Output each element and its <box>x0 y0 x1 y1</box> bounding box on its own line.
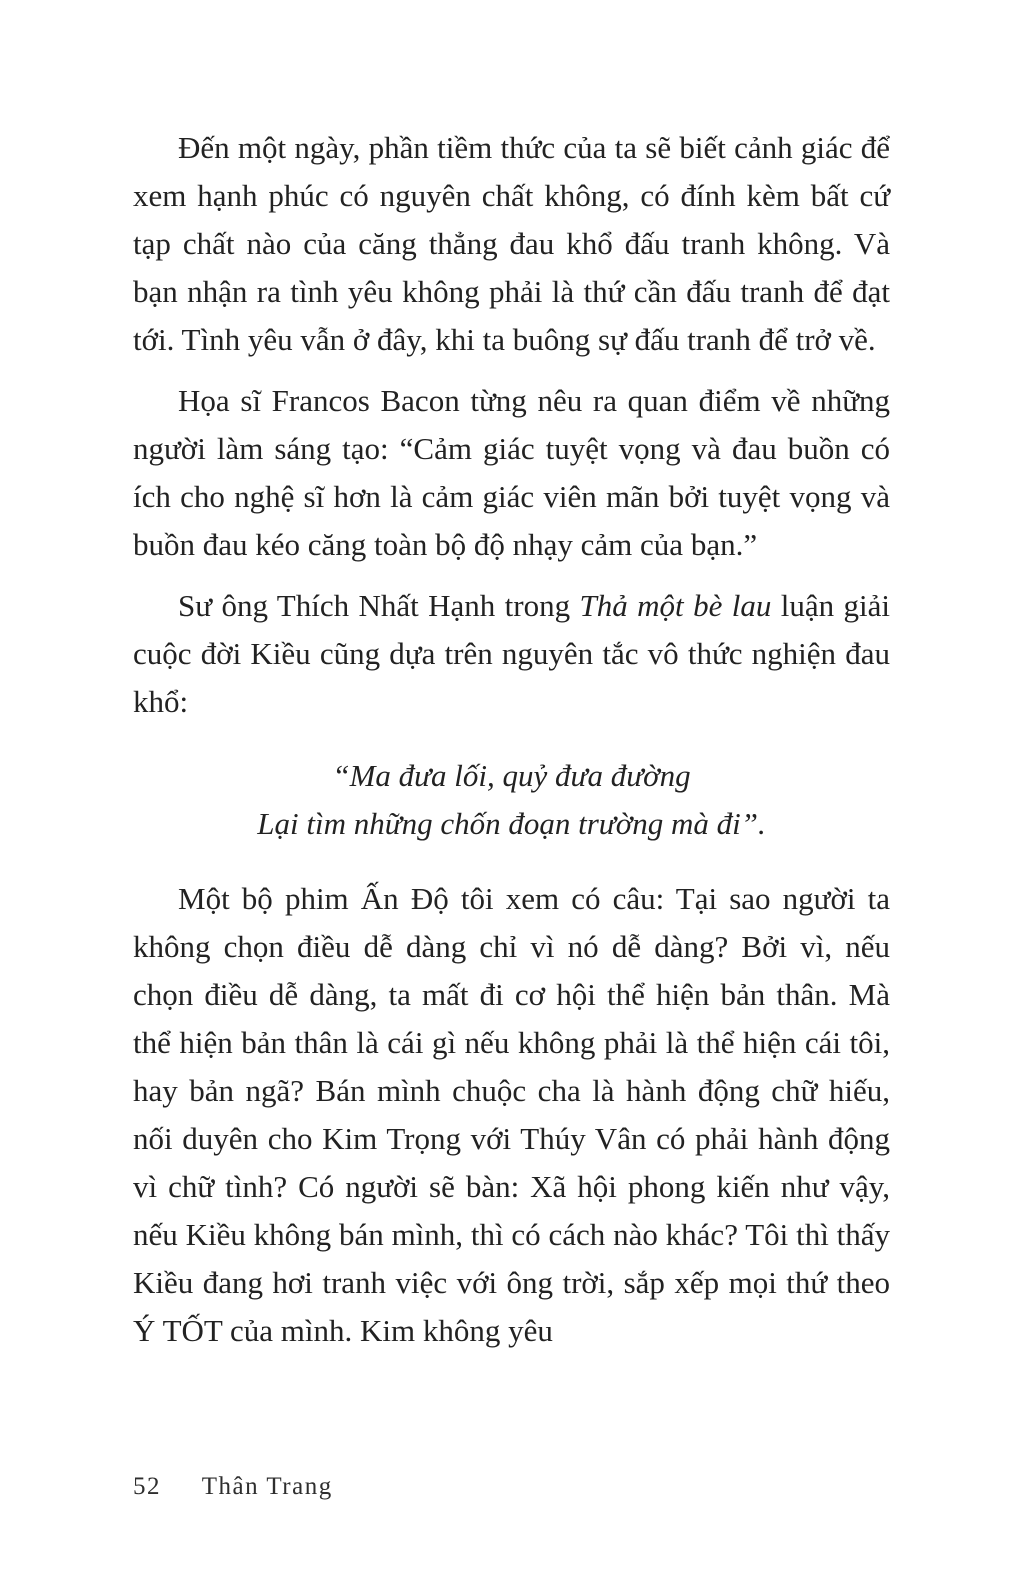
paragraph-thich-nhat-hanh <box>133 582 890 726</box>
paragraph-3-trail-text: luận giải cuộc đời Kiều cũng dựa trên nguyên tắc vô thức nghiện đau khổ: <box>133 588 890 719</box>
paragraph-phim-an-do: Một bộ phim Ấn Độ tôi xem có câu: Tại sao người ta không chọn điều dễ dàng chỉ vì nó dễ dàng? Bởi vì, nếu chọn điều dễ dàng, ta mất đi cơ hội thể hiện bản thân. Mà thể hiện bản thân là cái gì nếu không phải là thể hiện cái tôi, hay bản ngã? Bán mình chuộc cha là hành động chữ hiếu, nối duyên cho Kim Trọng với Thúy Vân có phải hành động vì chữ tình? Có người sẽ bàn: Xã hội phong kiến như vậy, nếu Kiều không bán mình, thì có cách nào khác? Tôi thì thấy Kiều đang hơi tranh việc với ông trời, sắp xếp mọi thứ theo Ý TỐT của mình. Kim không yêu <box>133 881 890 1348</box>
kieu-verse-quote <box>133 752 890 848</box>
book-title-tha-mot-be-lau: Thả một bè lau <box>579 588 772 623</box>
verse-line-1: “Ma đưa lối, quỷ đưa đường <box>332 758 691 793</box>
running-title: Thân Trang <box>201 1473 333 1500</box>
verse-line-2: Lại tìm những chốn đoạn trường mà đi”. <box>257 806 766 841</box>
body-text-block <box>133 0 890 1355</box>
paragraph-3-lead-text: Sư ông Thích Nhất Hạnh trong <box>178 588 580 623</box>
paragraph-francos-bacon: Họa sĩ Francos Bacon từng nêu ra quan điểm về những người làm sáng tạo: “Cảm giác tuyệt vọng và đau buồn có ích cho nghệ sĩ hơn là cảm giác viên mãn bởi tuyệt vọng và buồn đau kéo căng toàn bộ độ nhạy cảm của bạn.” <box>133 383 890 562</box>
page-number: 52 <box>133 1473 161 1500</box>
page-footer <box>133 1472 333 1502</box>
paragraph-tiem-thuc: Đến một ngày, phần tiềm thức của ta sẽ biết cảnh giác để xem hạnh phúc có nguyên chất không, có đính kèm bất cứ tạp chất nào của căng thẳng đau khổ đấu tranh không. Và bạn nhận ra tình yêu không phải là thứ cần đấu tranh để đạt tới. Tình yêu vẫn ở đây, khi ta buông sự đấu tranh để trở về. <box>133 130 890 357</box>
